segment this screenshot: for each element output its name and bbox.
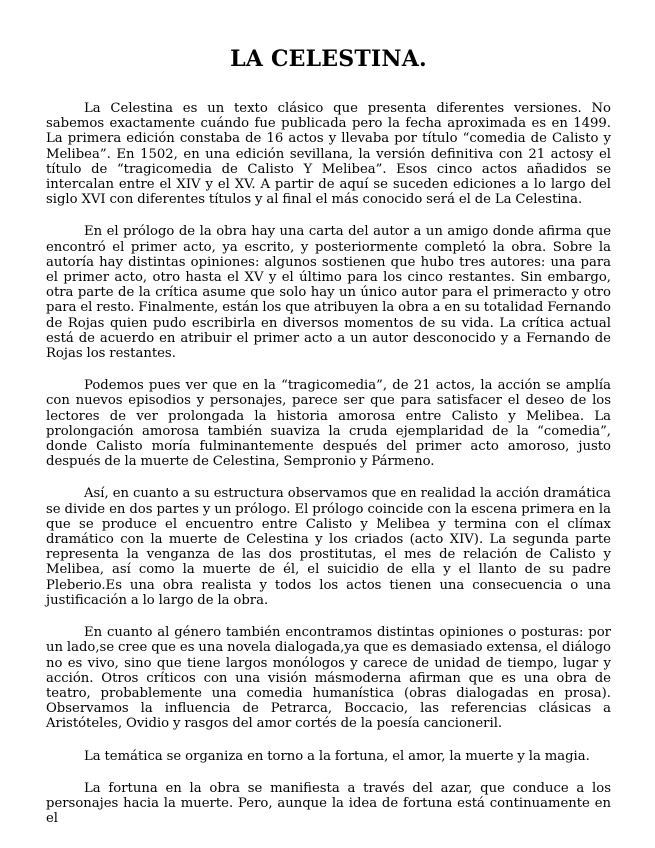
paragraph-tragicomedia: Podemos pues ver que en la “tragicomedia”, de 21 actos, la acción se amplía con nuevos episodios y personajes, parece ser que para satisfacer el deseo de los lectores de ver prolongada la historia amorosa entre Calisto y Melibea. La prolongación amorosa también suaviza la cruda ejemplaridad de la “comedia”, donde Calisto moría fulminantemente después del primer acto amoroso, justo después de la muerte de Celestina, Sempronio y Pármeno. xyxy=(46,378,611,470)
paragraph-fortune: La fortuna en la obra se manifiesta a través del azar, que conduce a los personajes hacia la muerte. Pero, aunque la idea de fortuna está continuamente en el xyxy=(46,780,611,827)
paragraph-versions: La Celestina es un texto clásico que presenta diferentes versiones. No sabemos exactamente cuándo fue publicada pero la fecha aproximada es en 1499. La primera edición constaba de 16 actos y llevaba por título “comedia de Calisto y Melibea”. En 1502, en una edición sevillana, la versión definitiva con 21 actosy el título de “tragicomedia de Calisto Y Melibea”. Esos cinco actos añadidos se intercalan entre el XIV y el XV. A partir de aquí se suceden ediciones a lo largo del siglo XVI con diferentes títulos y al final el más conocido será el de La Celestina. xyxy=(46,101,611,208)
document-page xyxy=(46,0,611,843)
document-body xyxy=(46,101,611,826)
paragraph-authorship: En el prólogo de la obra hay una carta del autor a un amigo donde afirma que encontró el primer acto, ya escrito, y posteriormente completó la obra. Sobre la autoría hay distintas opiniones: algunos sostienen que hubo tres autores: una para el primer acto, otro hasta el XV y el último para los cinco restantes. Sin embargo, otra parte de la crítica asume que solo hay un único autor para el primeracto y otro para el resto. Finalmente, están los que atribuyen la obra a en su totalidad Fernando de Rojas quien pudo escribirla en diversos momentos de su vida. La crítica actual está de acuerdo en atribuir el primer acto a un autor desconocido y a Fernando de Rojas los restantes. xyxy=(46,224,611,362)
paragraph-themes: La temática se organiza en torno a la fortuna, el amor, la muerte y la magia. xyxy=(84,748,590,764)
paragraph-structure: Así, en cuanto a su estructura observamos que en realidad la acción dramática se divide en dos partes y un prólogo. El prólogo coincide con la escena primera en la que se produce el encuentro entre Calisto y Melibea y termina con el clímax dramático con la muerte de Celestina y los criados (acto XIV). La segunda parte representa la venganza de las dos prostitutas, el mes de relación de Calisto y Melibea, así como la muerte de él, el suicidio de ella y el llanto de su padre Pleberio.Es una obra realista y todos los actos tienen una consecuencia o una justificación a lo largo de la obra. xyxy=(46,486,611,608)
paragraph-genre: En cuanto al género también encontramos distintas opiniones o posturas: por un lado,se cree que es una novela dialogada,ya que es demasiado extensa, el diálogo no es vivo, sino que tiene largos monólogos y carece de unidad de tiempo, lugar y acción. Otros críticos con una visión másmoderna afirman que es una obra de teatro, probablemente una comedia humanística (obras dialogadas en prosa). Observamos la influencia de Petrarca, Boccacio, las referencias clásicas a Aristóteles, Ovidio y rasgos del amor cortés de la poesía cancioneril. xyxy=(46,625,611,732)
document-title: LA CELESTINA. xyxy=(230,46,427,72)
